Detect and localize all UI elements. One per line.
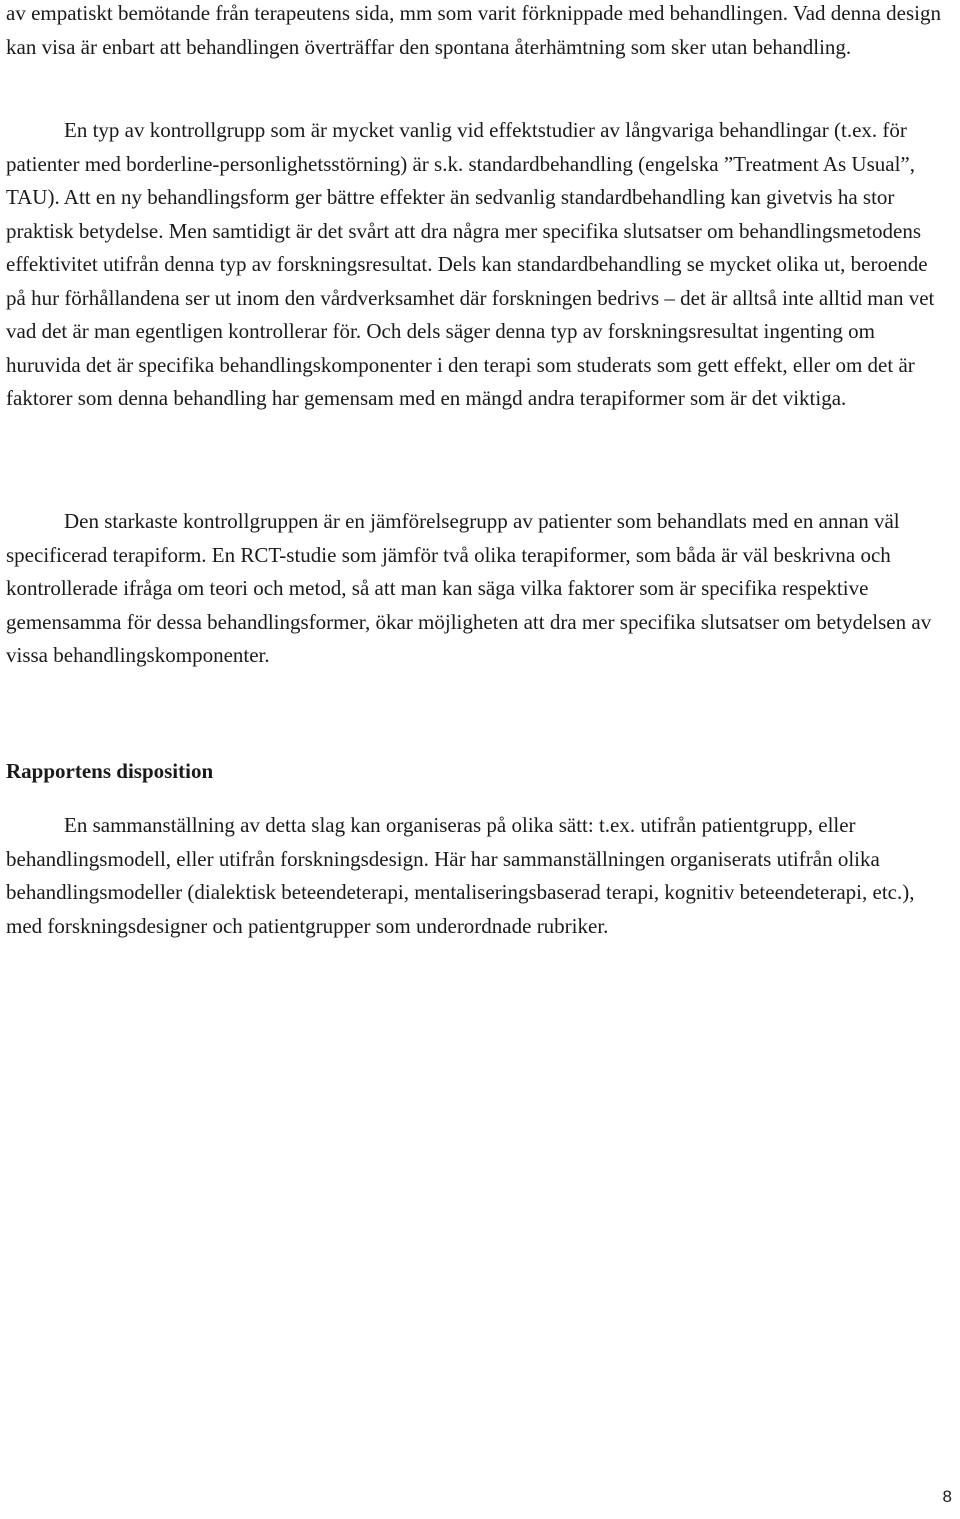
paragraph-control-group-tau: En typ av kontrollgrupp som är mycket vanlig vid effektstudier av långvariga behandlingar (t.ex. för patienter med borderline-personlighetsstörning) är s.k. standardbehandling (engelska ”Treatment As Usual”, TAU). Att en ny behandlingsform ger bättre effekter än sedvanlig standardbehandling kan givetvis ha stor praktisk betydelse. Men samtidigt är det svårt att dra några mer specifika slutsatser om behandlingsmetodens effektivitet utifrån denna typ av forskningsresultat. Dels kan standardbehandling se mycket olika ut, beroende på hur förhållandena ser ut inom den vårdverksamhet där forskningen bedrivs – det är alltså inte alltid man vet vad det är man egentligen kontrollerar för. Och dels säger denna typ av forskningsresultat ingenting om huruvida det är specifika behandlingskomponenter i den terapi som studerats som gett effekt, eller om det är faktorer som denna behandling har gemensam med en mängd andra terapiformer som är det viktiga. bbox=[6, 118, 935, 410]
page-number: 8 bbox=[942, 1487, 952, 1506]
text-block-tau bbox=[6, 114, 952, 416]
paragraph-report-disposition: En sammanställning av detta slag kan organiseras på olika sätt: t.ex. utifrån patientgrupp, eller behandlingsmodell, eller utifrån forskningsdesign. Här har sammanställningen organiserats utifrån olika behandlingsmodeller (dialektisk beteendeterapi, mentaliseringsbaserad terapi, kognitiv beteendeterapi, etc.), med forskningsdesigner och patientgrupper som underordnade rubriker. bbox=[6, 813, 915, 938]
section-heading: Rapportens disposition bbox=[6, 759, 214, 783]
text-block-strongest-control bbox=[6, 505, 952, 673]
text-block-disposition bbox=[6, 809, 952, 943]
paragraph-continuation: av empatiskt bemötande från terapeutens sida, mm som varit förknippade med behandlingen. Vad denna design kan visa är enbart att behandlingen överträffar den spontana återhämtning som sker utan behandling. bbox=[6, 1, 942, 59]
text-block-intro bbox=[6, 0, 952, 64]
paragraph-strongest-control-group: Den starkaste kontrollgruppen är en jämförelsegrupp av patienter som behandlats med en annan väl specificerad terapiform. En RCT-studie som jämför två olika terapiformer, som båda är väl beskrivna och kontrollerade ifråga om teori och metod, så att man kan säga vilka faktorer som är specifika respektive gemensamma för dessa behandlingsformer, ökar möjligheten att dra mer specifika slutsatser om betydelsen av vissa behandlingskomponenter. bbox=[6, 509, 932, 667]
